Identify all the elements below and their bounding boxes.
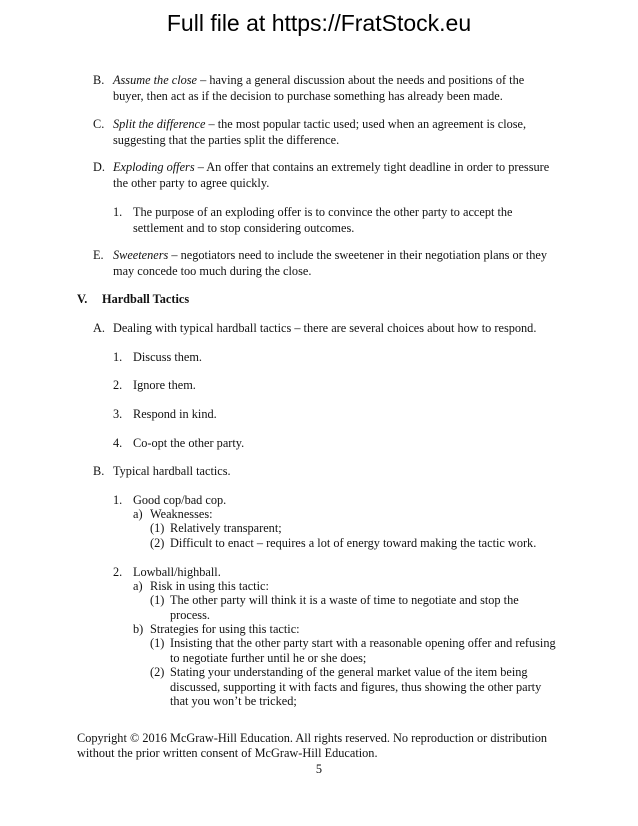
list-item: Good cop/bad cop. bbox=[133, 493, 227, 507]
sub-sub-continuation: discussed, supporting it with facts and figures, thus showing the other party bbox=[170, 680, 542, 694]
outline-item-text bbox=[113, 117, 526, 132]
sub-item: Risk in using this tactic: bbox=[150, 579, 269, 593]
sub-item: Weaknesses: bbox=[150, 507, 213, 521]
page-number: 5 bbox=[315, 762, 323, 776]
sub-label: a) bbox=[133, 507, 143, 521]
sub-sub-label: (1) bbox=[150, 593, 165, 607]
sub-sub-continuation: process. bbox=[170, 608, 210, 622]
sub-item: Strategies for using this tactic: bbox=[150, 622, 300, 636]
term: Sweeteners bbox=[113, 248, 169, 262]
list-item: Co-opt the other party. bbox=[133, 436, 245, 450]
sub-sub-item: The other party will think it is a waste of time to negotiate and stop the bbox=[170, 593, 519, 607]
sub-sub-item: Insisting that the other party start with a reasonable opening offer and refusing bbox=[170, 636, 556, 650]
description: – the most popular tactic used; used when an agreement is close, bbox=[205, 117, 527, 131]
sub-label: b) bbox=[133, 622, 144, 636]
copyright-line: without the prior written consent of McGraw-Hill Education. bbox=[77, 746, 378, 760]
sub-sub-item: Stating your understanding of the general market value of the item being bbox=[170, 665, 528, 679]
outline-label: B. bbox=[93, 73, 105, 87]
copyright-line: Copyright © 2016 McGraw-Hill Education. All rights reserved. No reproduction or distribution bbox=[77, 731, 548, 745]
outline-label: E. bbox=[93, 248, 104, 262]
list-label: 4. bbox=[113, 436, 123, 450]
outline-item-text bbox=[113, 248, 547, 263]
outline-label: A. bbox=[93, 321, 105, 335]
outline-label: B. bbox=[93, 464, 105, 478]
outline-item-continuation: may concede too much during the close. bbox=[113, 264, 312, 278]
description: – negotiators need to include the sweetener in their negotiation plans or they bbox=[168, 248, 548, 262]
outline-item-text bbox=[113, 160, 549, 175]
list-label: 2. bbox=[113, 378, 123, 392]
term: Split the difference bbox=[113, 117, 206, 131]
banner-title: Full file at https://FratStock.eu bbox=[166, 10, 472, 36]
outline-item-text bbox=[113, 73, 524, 88]
sub-sub-continuation: that you won’t be tricked; bbox=[170, 694, 297, 708]
sub-label: a) bbox=[133, 579, 143, 593]
section-label: V. bbox=[77, 292, 88, 306]
list-label: 1. bbox=[113, 493, 123, 507]
sub-sub-label: (1) bbox=[150, 521, 165, 535]
sub-sub-continuation: to negotiate further until he or she does; bbox=[170, 651, 367, 665]
outline-item-continuation: the other party to agree quickly. bbox=[113, 176, 270, 190]
sub-sub-label: (2) bbox=[150, 665, 165, 679]
list-item: Lowball/highball. bbox=[133, 565, 221, 579]
section-title: Hardball Tactics bbox=[102, 292, 190, 306]
outline-item-continuation: settlement and to stop considering outcomes. bbox=[133, 221, 355, 235]
copyright-footer bbox=[77, 731, 547, 761]
list-label: 2. bbox=[113, 565, 123, 579]
list-label: 1. bbox=[113, 350, 123, 364]
outline-label: 1. bbox=[113, 205, 123, 219]
term: Exploding offers bbox=[113, 160, 195, 174]
term: Assume the close bbox=[113, 73, 198, 87]
sub-sub-item: Relatively transparent; bbox=[170, 521, 282, 535]
outline-item-continuation: buyer, then act as if the decision to purchase something has already been made. bbox=[113, 89, 503, 103]
outline-label: D. bbox=[93, 160, 105, 174]
list-item: Ignore them. bbox=[133, 378, 196, 392]
list-label: 3. bbox=[113, 407, 123, 421]
sub-sub-label: (1) bbox=[150, 636, 165, 650]
outline-item-continuation: suggesting that the parties split the difference. bbox=[113, 133, 340, 147]
sub-sub-label: (2) bbox=[150, 536, 165, 550]
outline-item-text: The purpose of an exploding offer is to convince the other party to accept the bbox=[133, 205, 513, 219]
outline-item-text: Dealing with typical hardball tactics – there are several choices about how to respond. bbox=[113, 321, 537, 335]
list-item: Discuss them. bbox=[133, 350, 202, 364]
description: – having a general discussion about the needs and positions of the bbox=[197, 73, 525, 87]
list-item: Respond in kind. bbox=[133, 407, 217, 421]
outline-label: C. bbox=[93, 117, 105, 131]
description: – An offer that contains an extremely tight deadline in order to pressure bbox=[194, 160, 550, 174]
outline-item-text: Typical hardball tactics. bbox=[113, 464, 231, 478]
sub-sub-item: Difficult to enact – requires a lot of energy toward making the tactic work. bbox=[170, 536, 537, 550]
